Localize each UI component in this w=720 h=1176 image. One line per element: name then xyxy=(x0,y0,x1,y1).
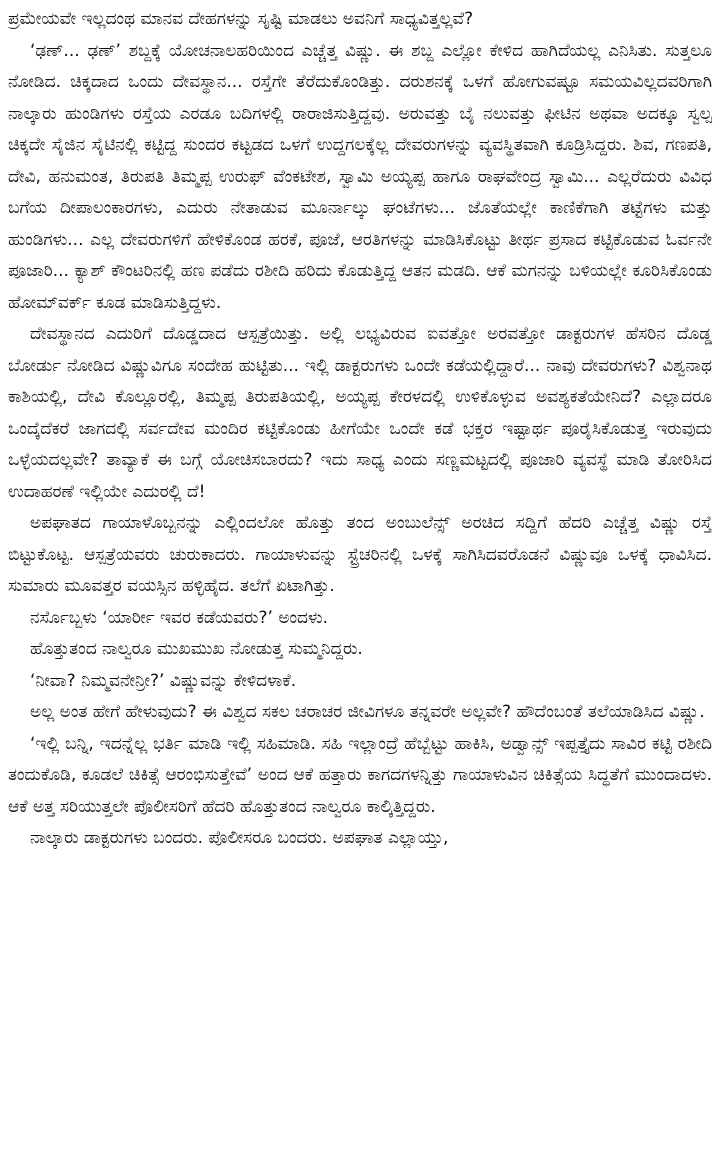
paragraph-10: ನಾಲ್ಕಾರು ಡಾಕ್ಟರುಗಳು ಬಂದರು. ಪೊಲೀಸರೂ ಬಂದರು. ಅಪಘಾತ ಎಲ್ಲಾಯ್ತು, xyxy=(30,828,449,848)
paragraph-3: ದೇವಸ್ಥಾನದ ಎದುರಿಗೆ ದೊಡ್ಡದಾದ ಆಸ್ಪತ್ರೆಯಿತ್ತು. ಅಲ್ಲಿ ಲಭ್ಯವಿರುವ ಐವತ್ತೋ ಅರವತ್ತೋ ಡಾಕ್ಟರುಗಳ ಹೆಸರಿನ ದೊಡ್ಡ ಬೋರ್ಡು ನೋಡಿದ ವಿಷ್ಣುವಿಗೂ ಸಂದೇಹ ಹುಟ್ಟಿತು... ಇಲ್ಲಿ ಡಾಕ್ಟರುಗಳು ಒಂದೇ ಕಡೆಯಲ್ಲಿದ್ದಾರೆ... ನಾವು ದೇವರುಗಳು? ವಿಶ್ವನಾಥ ಕಾಶಿಯಲ್ಲಿ, ದೇವಿ ಕೊಲ್ಲೂರಲ್ಲಿ, ತಿಮ್ಮಪ್ಪ ತಿರುಪತಿಯಲ್ಲಿ, ಅಯ್ಯಪ್ಪ ಕೇರಳದಲ್ಲಿ ಉಳಿಕೊಳ್ಳುವ ಅವಶ್ಯಕತೆಯೇನಿದೆ? ಎಲ್ಲಾದರೂ ಒಂದ್ಕೆದೆಕರೆ ಜಾಗದಲ್ಲಿ ಸರ್ವದೇವ ಮಂದಿರ ಕಟ್ಟಿಕೊಂಡು ಹೀಗೆಯೇ ಒಂದೇ ಕಡೆ ಭಕ್ತರ ಇಷ್ಟಾರ್ಥ ಪೂರೈಸಿಕೊಡುತ್ತ ಇರುವುದು ಒಳ್ಳೆಯದಲ್ಲವೇ? ತಾವ್ಯಾಕೆ ಈ ಬಗ್ಗೆ ಯೋಚಿಸಬಾರದು? ಇದು ಸಾಧ್ಯ ಎಂದು ಸಣ್ಣಮಟ್ಟದಲ್ಲಿ ಪೂಜಾರಿ ವ್ಯವಸ್ಥೆ ಮಾಡಿ ತೋರಿಸಿದ ಉದಾಹರಣೆ ಇಲ್ಲಿಯೇ ಎದುರಲ್ಲಿ ದೆ! xyxy=(8,324,712,502)
paragraph-8: ಅಲ್ಲ ಅಂತ ಹೇಗೆ ಹೇಳುವುದು? ಈ ವಿಶ್ವದ ಸಕಲ ಚರಾಚರ ಜೀವಿಗಳೂ ತನ್ನವರೇ ಅಲ್ಲವೇ? ಹೌದೆಂಬಂತೆ ತಲೆಯಾಡಿಸಿದ ವಿಷ್ಣು. xyxy=(30,702,705,722)
paragraph-4: ಅಪಘಾತದ ಗಾಯಾಳೊಬ್ಬನನ್ನು ಎಲ್ಲಿಂದಲೋ ಹೊತ್ತು ತಂದ ಅಂಬುಲೆನ್ಸ್ ಅರಚಿದ ಸದ್ದಿಗೆ ಹೆದರಿ ಎಚ್ಚೆತ್ತ ವಿಷ್ಣು ರಸ್ತೆ ಬಿಟ್ಟುಕೊಟ್ಟ. ಆಸ್ಪತ್ರೆಯವರು ಚುರುಕಾದರು. ಗಾಯಾಳುವನ್ನು ಸ್ಟ್ರೆಚರಿನಲ್ಲಿ ಒಳಕ್ಕೆ ಸಾಗಿಸಿದವರೊಡನೆ ವಿಷ್ಣುವೂ ಒಳಕ್ಕೆ ಧಾವಿಸಿದ. ಸುಮಾರು ಮೂವತ್ತರ ವಯಸ್ಸಿನ ಹಳ್ಳಿಹೈದ. ತಲೆಗೆ ಏಟಾಗಿತ್ತು. xyxy=(8,513,712,596)
paragraph-6: ಹೊತ್ತುತಂದ ನಾಲ್ವರೂ ಮುಖಮುಖ ನೋಡುತ್ತ ಸುಮ್ಮನಿದ್ದರು. xyxy=(30,639,363,659)
paragraph-7: ‘ನೀವಾ? ನಿಮ್ಮವನೇನ್ರೀ?’ ವಿಷ್ಣುವನ್ನು ಕೇಳಿದಳಾಕೆ. xyxy=(30,670,297,691)
paragraph-2: ‘ಢಣ್... ಢಣ್’ ಶಬ್ದಕ್ಕೆ ಯೋಚನಾಲಹರಿಯಿಂದ ಎಚ್ಚೆತ್ತ ವಿಷ್ಣು. ಈ ಶಬ್ದ ಎಲ್ಲೋ ಕೇಳಿದ ಹಾಗಿದೆಯಲ್ಲ ಎನಿಸಿತು. ಸುತ್ತಲೂ ನೋಡಿದ. ಚಿಕ್ಕದಾದ ಒಂದು ದೇವಸ್ಥಾನ... ರಸ್ತೆಗೇ ತೆರೆದುಕೊಂಡಿತ್ತು. ದರುಶನಕ್ಕೆ ಒಳಗೆ ಹೋಗುವಷ್ಟೂ ಸಮಯವಿಲ್ಲದವರಿಗಾಗಿ ನಾಲ್ಕಾರು ಹುಂಡಿಗಳು ರಸ್ತೆಯ ಎರಡೂ ಬದಿಗಳಲ್ಲಿ ರಾರಾಜಿಸುತ್ತಿದ್ದವು. ಅರುವತ್ತು ಬೈ ನಲುವತ್ತು ಫೀಟಿನ ಅಥವಾ ಅದಕ್ಕೂ ಸ್ವಲ್ಪ ಚಿಕ್ಕದೇ ಸೈಜಿನ ಸೈಟಿನಲ್ಲಿ ಕಟ್ಟಿದ್ದ ಸುಂದರ ಕಟ್ಟಡದ ಒಳಗೆ ಉದ್ದಗಲಕ್ಕೆಲ್ಲ ದೇವರುಗಳನ್ನು ವ್ಯವಸ್ಥಿತವಾಗಿ ಕೂಡ್ರಿಸಿದ್ದರು. ಶಿವ, ಗಣಪತಿ, ದೇವಿ, ಹನುಮಂತ, ತಿರುಪತಿ ತಿಮ್ಮಪ್ಪ ಉರುಫ್ ವೆಂಕಟೇಶ, ಸ್ವಾಮಿ ಅಯ್ಯಪ್ಪ ಹಾಗೂ ರಾಘವೇಂದ್ರ ಸ್ವಾಮಿ... ಎಲ್ಲರೆದುರು ವಿವಿಧ ಬಗೆಯ ದೀಪಾಲಂಕಾರಗಳು, ಎದುರು ನೇತಾಡುವ ಮೂರ್ನಾಲ್ಕು ಘಂಟೆಗಳು... ಜೊತೆಯಲ್ಲೇ ಕಾಣಿಕೆಗಾಗಿ ತಟ್ಟೆಗಳು ಮತ್ತು ಹುಂಡಿಗಳು... ಎಲ್ಲ ದೇವರುಗಳಿಗೆ ಹೇಳಿಕೊಂಡ ಹರಕೆ, ಪೂಜೆ, ಆರತಿಗಳನ್ನು ಮಾಡಿಸಿಕೊಟ್ಟು ತೀರ್ಥ ಪ್ರಸಾದ ಕಟ್ಟಿಕೊಡುವ ಓರ್ವನೇ ಪೂಜಾರಿ... ಕ್ಯಾಶ್ ಕೌಂಟರಿನಲ್ಲಿ ಹಣ ಪಡೆದು ರಶೀದಿ ಹರಿದು ಕೊಡುತ್ತಿದ್ದ ಆತನ ಮಡದಿ. ಆಕೆ ಮಗನನ್ನು ಬಳಿಯಲ್ಲೇ ಕೂರಿಸಿಕೊಂಡು ಹೋಮ್‌ವರ್ಕ್ ಕೂಡ ಮಾಡಿಸುತ್ತಿದ್ದಳು. xyxy=(8,40,712,313)
paragraph-1: ಪ್ರಮೇಯವೇ ಇಲ್ಲದಂಥ ಮಾನವ ದೇಹಗಳನ್ನು ಸೃಷ್ಟಿ ಮಾಡಲು ಅವನಿಗೆ ಸಾಧ್ಯವಿತ್ತಲ್ಲವೆ? xyxy=(8,9,474,29)
paragraph-9: ‘ಇಲ್ಲಿ ಬನ್ನಿ, ಇದನ್ನೆಲ್ಲ ಭರ್ತಿ ಮಾಡಿ ಇಲ್ಲಿ ಸಹಿಮಾಡಿ. ಸಹಿ ಇಲ್ಲಾಂದ್ರೆ ಹೆಬ್ಬೆಟ್ಟು ಹಾಕಿಸಿ, ಅಡ್ವಾನ್ಸ್ ಇಪ್ಪತ್ತೈದು ಸಾವಿರ ಕಟ್ಟಿ ರಶೀದಿ ತಂದುಕೊಡಿ, ಕೂಡಲೆ ಚಿಕಿತ್ಸೆ ಆರಂಭಿಸುತ್ತೇವೆ’ ಅಂದ ಆಕೆ ಹತ್ತಾರು ಕಾಗದಗಳನ್ನಿತ್ತು ಗಾಯಾಳುವಿನ ಚಿಕಿತ್ಸೆಯ ಸಿದ್ಧತೆಗೆ ಮುಂದಾದಳು. ಆಕೆ ಅತ್ತ ಸರಿಯುತ್ತಲೇ ಪೊಲೀಸರಿಗೆ ಹೆದರಿ ಹೊತ್ತುತಂದ ನಾಲ್ವರೂ ಕಾಲ್ಕಿತ್ತಿದ್ದರು. xyxy=(8,733,712,817)
paragraph-5: ನರ್ಸೊಬ್ಬಳು ‘ಯಾರ್ರೀ ಇವರ ಕಡೆಯವರು?’ ಅಂದಳು. xyxy=(30,607,329,628)
